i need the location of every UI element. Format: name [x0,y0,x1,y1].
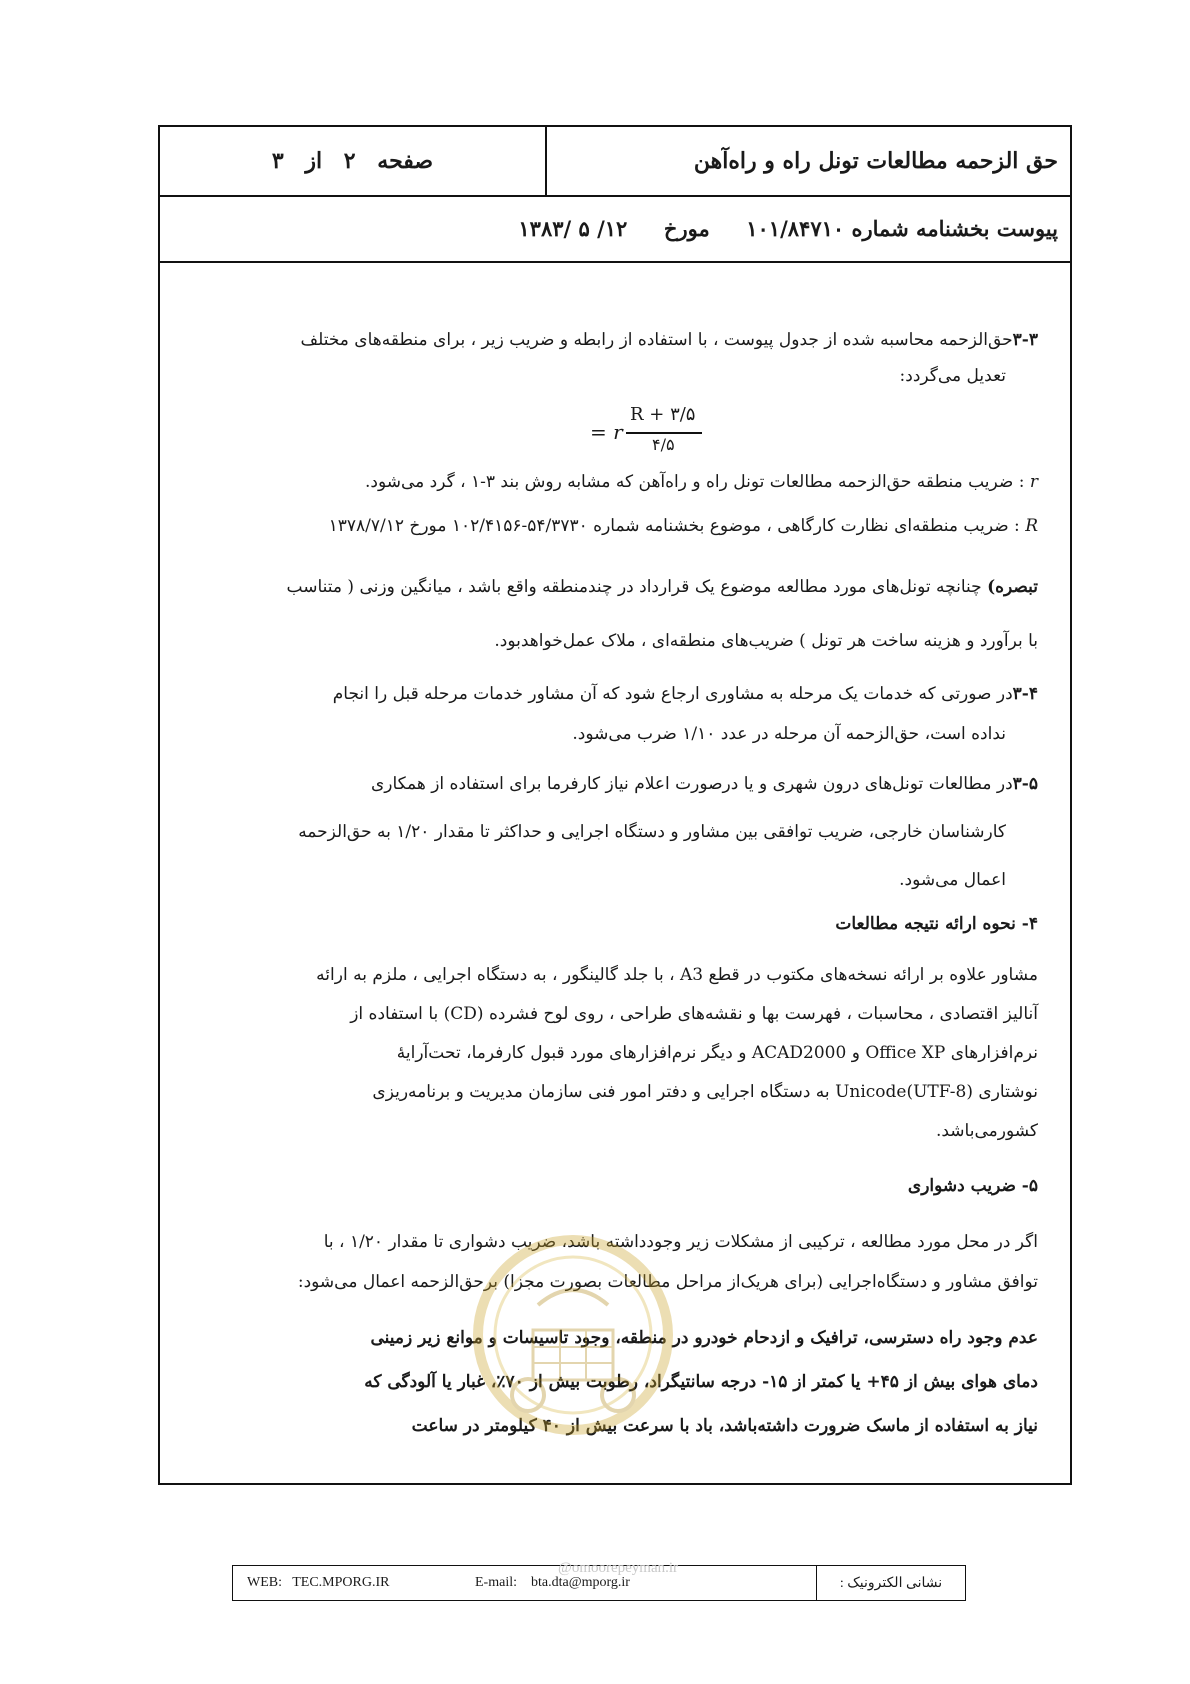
paragraph-line: کشورمی‌باشد. [935,1121,1038,1141]
formula-denominator: ۴/۵ [652,435,675,454]
paragraph-line: کارشناسان خارجی، ضریب توافقی بین مشاور و دستگاه اجرایی و حداکثر تا مقدار ۱/۲۰ به حق‌الزحمه [298,822,1006,842]
fraction-bar [626,432,702,434]
section-5-title: ۵- ضریب دشواری [907,1176,1038,1196]
formula-numerator: R + ۳/۵ [630,404,696,425]
paragraph-line: نداده است، حق‌الزحمه آن مرحله در عدد ۱/۱۰ ضرب می‌شود. [572,724,1006,744]
footer-web: WEB: TEC.MPORG.IR [247,1575,390,1590]
page-number: صفحه ۲ از ۳ [271,148,434,174]
footer-box [232,1560,966,1601]
paragraph-line: چنانچه تونل‌های مورد مطالعه موضوع یک قرارداد در چندمنطقه واقع باشد ، میانگین وزنی ( متناسب [286,577,988,597]
note-label: تبصره) [987,577,1038,597]
footer-email: E-mail: bta.dta@mporg.ir [475,1575,630,1590]
section-4-body [260,956,1038,1151]
formula-lhs: r = [590,420,623,444]
section-3-3 [260,320,1038,396]
watermark-text: @omoorepeyman.ir [558,1560,679,1576]
paragraph-line: در مطالعات تونل‌های درون شهری و یا درصورت اعلام نیاز کارفرما برای استفاده از همکاری [370,774,1013,794]
paragraph-line: مشاور علاوه بر ارائه نسخه‌های مکتوب در قطع A3 ، با جلد گالینگور ، به دستگاه اجرایی ، ملزم به ارائه [316,965,1038,985]
paragraph-line: تعدیل می‌گردد: [899,366,1006,386]
paragraph-line: آنالیز اقتصادی ، محاسبات ، فهرست بها و نقشه‌های طراحی ، روی لوح فشرده (CD) با استفاده از [350,1004,1038,1024]
paragraph-line: نوشتاری Unicode(UTF-8) به دستگاه اجرایی و دفتر امور فنی سازمان مدیریت و برنامه‌ریزی [372,1082,1038,1102]
footer-label: نشانی الکترونیک : [816,1566,965,1600]
formula [590,402,710,462]
paragraph-line: با برآورد و هزینه ساخت هر تونل ) ضریب‌های منطقه‌ای ، ملاک عمل‌خواهدبود. [494,631,1038,651]
section-3-4 [260,674,1038,754]
definition-r [260,462,1038,502]
paragraph-line: اگر در محل مورد مطالعه ، ترکیبی از مشکلات زیر وجودداشته باشد، ضریب دشواری تا مقدار ۱/۲۰ ، با [323,1232,1038,1252]
watermark-seal-icon [468,1210,678,1460]
paragraph-line: دمای هوای بیش از ۴۵+ یا کمتر از ۱۵- درجه سانتیگراد، رطوبت بیش از ۷۰٪، غبار یا آلودگی که [364,1372,1038,1392]
symbol: R [1025,516,1038,536]
header-row [160,127,1070,197]
section-4-title: ۴- نحوه ارائه نتیجه مطالعات [835,914,1038,934]
definition-text: : ضریب منطقه حق‌الزحمه مطالعات تونل راه و راه‌آهن که مشابه روش بند ۳-۱ ، گرد می‌شود. [364,472,1030,492]
paragraph-line: در صورتی که خدمات یک مرحله به مشاوری ارجاع شود که آن مشاور خدمات مرحله قبل را انجام [332,684,1013,704]
paragraph-line: نیاز به استفاده از ماسک ضرورت داشته‌باشد، باد با سرعت بیش از ۴۰ کیلومتر در ساعت [411,1416,1038,1436]
paragraph-line: عدم وجود راه دسترسی، ترافیک و ازدحام خودرو در منطقه، وجود تاسیسات و موانع زیر زمینی [370,1328,1038,1348]
document-title: حق الزحمه مطالعات تونل راه و راه‌آهن [545,127,1070,195]
definition-text: : ضریب منطقه‌ای نظارت کارگاهی ، موضوع بخشنامه شماره ۵۴/۳۷۳۰-۱۰۲/۴۱۵۶ مورخ ۱۳۷۸/۷/۱۲ [328,516,1026,536]
note-paragraph [260,560,1038,668]
paragraph-line: نرم‌افزارهای Office XP و ACAD2000 و دیگر نرم‌افزارهای مورد قبول کارفرما، تحت‌آرایهٔ [396,1043,1038,1063]
paragraph-line: اعمال می‌شود. [899,870,1006,890]
definition-R [260,506,1038,546]
section-number: ۳-۳ [1012,330,1038,350]
section-number: ۳-۵ [1012,774,1038,794]
symbol: r [1029,472,1038,492]
section-number: ۳-۴ [1012,684,1038,704]
paragraph-line: توافق مشاور و دستگاه‌اجرایی (برای هریک‌از مراحل مطالعات بصورت مجزا) برحق‌الزحمه اعمال می‌شود: [297,1272,1038,1292]
circular-reference: پیوست بخشنامه شماره ۱۰۱/۸۴۷۱۰ مورخ ۱۲/ ۵ /۱۳۸۳ [160,195,1070,263]
paragraph-line: حق‌الزحمه محاسبه شده از جدول پیوست ، با استفاده از رابطه و ضریب زیر ، برای منطقه‌های مختلف [300,330,1013,350]
section-3-5 [260,760,1038,904]
